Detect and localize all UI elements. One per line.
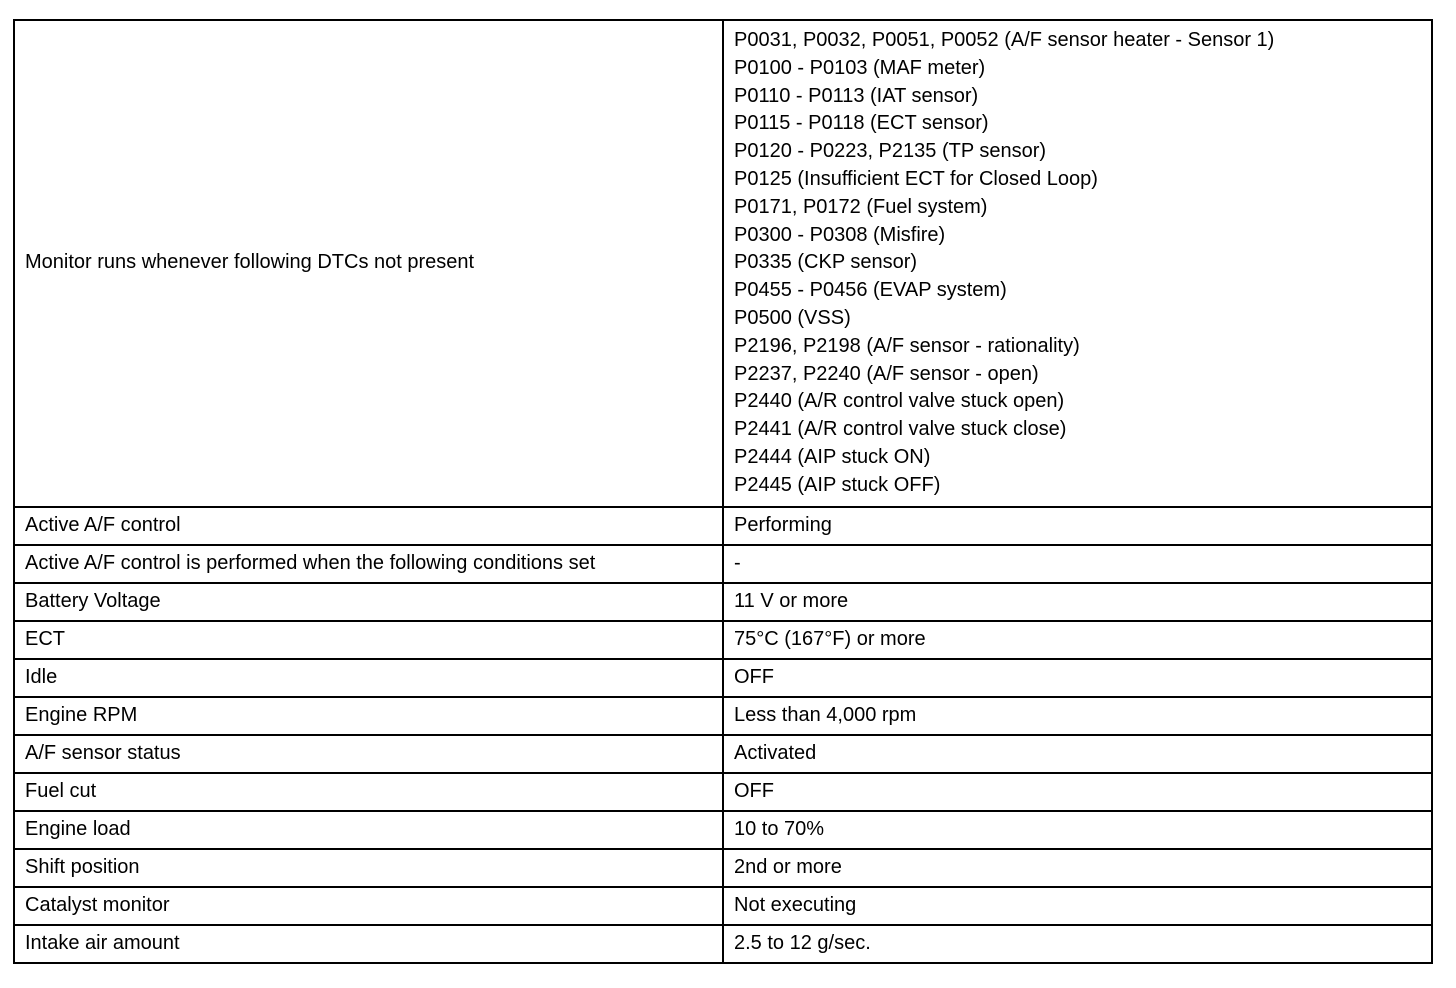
dtc-list-item: P0455 - P0456 (EVAP system) (734, 279, 1007, 302)
row-label-cell: Engine RPM (14, 697, 723, 735)
row-label-cell: Battery Voltage (14, 583, 723, 621)
table-row-dtc-exclusions (14, 20, 1432, 507)
row-value-cell: Performing (723, 507, 1432, 545)
table-row-active-af-control (14, 507, 1432, 545)
table-row-shift-position (14, 849, 1432, 887)
dtc-list-item: P0500 (VSS) (734, 306, 851, 329)
row-label-cell: Active A/F control is performed when the following conditions set (14, 545, 723, 583)
monitor-conditions-table (13, 19, 1433, 964)
dtc-list-item: P0110 - P0113 (IAT sensor) (734, 84, 979, 107)
row-label-cell: Catalyst monitor (14, 887, 723, 925)
dtc-list-item: P2444 (AIP stuck ON) (734, 445, 931, 468)
row-label-cell: Intake air amount (14, 925, 723, 963)
row-label-cell: Active A/F control (14, 507, 723, 545)
row-value-cell: 10 to 70% (723, 811, 1432, 849)
dtc-list-item: P2237, P2240 (A/F sensor - open) (734, 362, 1039, 385)
table-row-intake-air-amount (14, 925, 1432, 963)
table-row-af-sensor-status (14, 735, 1432, 773)
row-value-cell: OFF (723, 773, 1432, 811)
dtc-list-item: P2441 (A/R control valve stuck close) (734, 418, 1067, 441)
row-label-cell: Engine load (14, 811, 723, 849)
dtc-list-item: P0100 - P0103 (MAF meter) (734, 56, 986, 79)
row-value-cell: Less than 4,000 rpm (723, 697, 1432, 735)
row-value-cell: 2nd or more (723, 849, 1432, 887)
table-row-idle (14, 659, 1432, 697)
row-value-cell: 11 V or more (723, 583, 1432, 621)
dtc-list-item: P2445 (AIP stuck OFF) (734, 473, 941, 496)
row-label-cell: Shift position (14, 849, 723, 887)
table-row-active-af-conditions (14, 545, 1432, 583)
dtc-list-item: P0120 - P0223, P2135 (TP sensor) (734, 140, 1047, 163)
table-row-battery-voltage (14, 583, 1432, 621)
row-value-cell: - (723, 545, 1432, 583)
row-label-cell: A/F sensor status (14, 735, 723, 773)
row-value-cell: 75°C (167°F) or more (723, 621, 1432, 659)
table-row-engine-load (14, 811, 1432, 849)
row-label-cell: ECT (14, 621, 723, 659)
dtc-list-item: P0115 - P0118 (ECT sensor) (734, 112, 989, 135)
table-row-fuel-cut (14, 773, 1432, 811)
dtc-list-item: P0171, P0172 (Fuel system) (734, 195, 988, 218)
dtc-list-item: P2440 (A/R control valve stuck open) (734, 390, 1065, 413)
dtc-list-item: P0335 (CKP sensor) (734, 251, 918, 274)
row-label-cell: Monitor runs whenever following DTCs not present (14, 20, 723, 507)
table-row-ect (14, 621, 1432, 659)
row-value-cell: Activated (723, 735, 1432, 773)
dtc-list-item: P0125 (Insufficient ECT for Closed Loop) (734, 167, 1098, 190)
table-row-engine-rpm (14, 697, 1432, 735)
dtc-list-item: P0031, P0032, P0051, P0052 (A/F sensor heater - Sensor 1) (734, 29, 1275, 51)
row-label-cell: Idle (14, 659, 723, 697)
row-value-cell: Not executing (723, 887, 1432, 925)
dtc-list-item: P2196, P2198 (A/F sensor - rationality) (734, 334, 1080, 357)
row-label-cell: Fuel cut (14, 773, 723, 811)
row-value-cell: OFF (723, 659, 1432, 697)
dtc-list-cell (723, 20, 1432, 507)
dtc-list (734, 21, 1421, 506)
dtc-list-item: P0300 - P0308 (Misfire) (734, 223, 946, 246)
table-row-catalyst-monitor (14, 887, 1432, 925)
row-value-cell: 2.5 to 12 g/sec. (723, 925, 1432, 963)
